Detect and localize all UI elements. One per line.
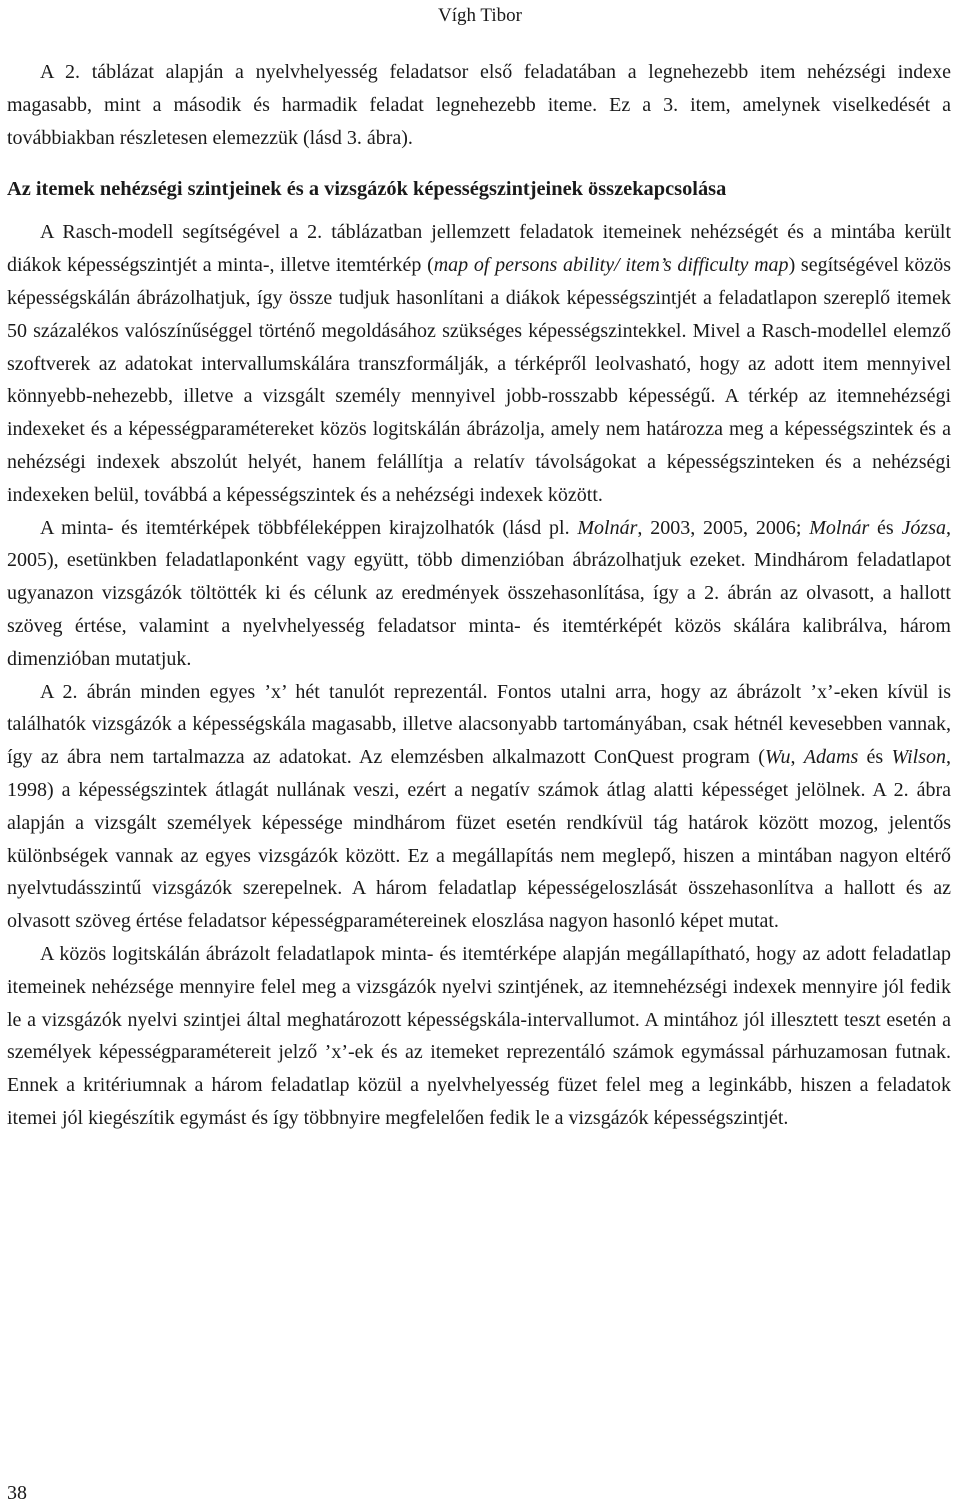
paragraph-text: A Rasch-modell segítségével a 2. táblázatban jellemzett feladatok itemeinek nehézségét és a mintába került diákok képességszintjét a minta-, illetve itemtérkép ( (7, 221, 951, 277)
body-paragraph (7, 216, 951, 511)
body-paragraph (7, 512, 951, 676)
paragraph-text: és (858, 746, 892, 769)
italic-text: Adams (803, 746, 859, 769)
paragraph-text: A közös logitskálán ábrázolt feladatlapok minta- és itemtérképe alapján megállapítható, hogy az adott feladatlap itemeinek nehézsége mennyire felel meg a vizsgázók nyelvi szintjének, az itemnehézségi indexek mennyire jól fedik le a vizsgázók nyelvi szintjei által meghatározott képességskála-intervallumot. A mintához jól illesztett teszt esetén a személyek képességparamétereit jelző ’x’-ek és az itemeket reprezentáló számok egymással párhuzamosan futnak. Ennek a kritériumnak a három feladatlap közül a nyelvhelyesség füzet felel meg a leginkább, hiszen a feladatok itemei jól kiegészítik egymást és így többnyire megfelelően fedik le a vizsgázók képességszintjét. (7, 942, 951, 1129)
running-header (0, 4, 960, 28)
header-author: Vígh Tibor (438, 5, 522, 26)
section-body (7, 216, 951, 1134)
body-paragraph (7, 56, 951, 154)
paragraph-text: ) segítségével közös képességskálán ábrázolhatjuk, így össze tudjuk hasonlítani a diákok képességszintjét a feladatlapon szereplő itemek 50 százalékos valószínűséggel történő megoldásához szükséges képességszintekkel. Mivel a Rasch-modellel elemző szoftverek az adatokat intervallumskálára transzformálják, a térképről leolvasható, hogy az adott item mennyivel könnyebb-nehezebb, illetve a vizsgált személy mennyivel jobb-rosszabb képességű. A térkép az itemnehézségi indexeket és a képességparamétereket közös logitskálán ábrázolja, amely nem határozza meg a képességszintek és a nehézségi indexek abszolút helyét, hanem felállítja a relatív távolságokat a képességszinteken és a nehézségi indexeken belül, továbbá a képességszintek és a nehézségi indexek között. (7, 254, 951, 506)
paragraph-text: és (869, 516, 902, 539)
paragraph-text: , 2005), esetünkben feladatlaponként vagy együtt, több dimenzióban ábrázolhatjuk ezeket. Mindhárom feladatlapot ugyanazon vizsgázók töltötték ki és célunk az eredmények összehasonlítása, így a 2. ábrán az olvasott, a hallott szöveg értése, valamint a nyelvhelyesség feladatsor minta- és itemtérképét közös skálára kalibrálva, három dimenzióban mutatjuk. (7, 516, 951, 670)
paragraph-text: , 2003, 2005, 2006; (637, 516, 810, 539)
italic-text: map of persons ability/ item’s difficulty map (433, 254, 789, 277)
italic-text: Wu (764, 746, 791, 769)
page-body (7, 56, 951, 1135)
paragraph-text: A 2. táblázat alapján a nyelvhelyesség feladatsor első feladatában a legnehezebb item nehézségi indexe magasabb, mint a második és harmadik feladat legnehezebb iteme. Ez a 3. item, amelynek viselkedését a továbbiakban részletesen elemezzük (lásd 3. ábra). (7, 61, 951, 149)
paragraph-text: A 2. ábrán minden egyes ’x’ hét tanulót reprezentál. Fontos utalni arra, hogy az ábrázolt ’x’-eken kívül is találhatók vizsgázók a képességskála magasabb, illetve alacsonyabb tartományában, csak hétnél kevesebben vannak, így az ábra nem tartalmazza az adatokat. Az elemzésben alkalmazott ConQuest program ( (7, 680, 951, 769)
paragraph-text: A minta- és itemtérképek többféleképpen kirajzolhatók (lásd pl. (40, 516, 578, 539)
body-paragraph (7, 676, 951, 938)
paragraph-text: , (790, 746, 804, 769)
page-number: 38 (7, 1482, 27, 1504)
italic-text: Wilson (891, 746, 946, 769)
paragraph-text: , 1998) a képességszintek átlagát nullának veszi, ezért a negatív számok átlag alatti képességet jelölnek. A 2. ábra alapján a vizsgált személyek képessége mindhárom füzet esetén rendkívül tág határok között mozog, jelentős különbségek vannak az egyes vizsgázók között. Ez a megállapítás nem meglepő, hiszen a mintában nagyon eltérő nyelvtudásszintű vizsgázók szerepelnek. A három feladatlap képességeloszlását összehasonlítva a hallott és az olvasott szöveg értése feladatsor képességparamétereinek eloszlása nagyon hasonló képet mutat. (7, 746, 951, 933)
body-paragraph (7, 938, 951, 1135)
section-heading: Az itemek nehézségi szintjeinek és a vizsgázók képességszintjeinek összekapcsolása (7, 178, 727, 201)
italic-text: Molnár (577, 516, 638, 539)
italic-text: Molnár (809, 516, 870, 539)
italic-text: Józsa (901, 516, 946, 539)
intro-section (7, 56, 951, 154)
